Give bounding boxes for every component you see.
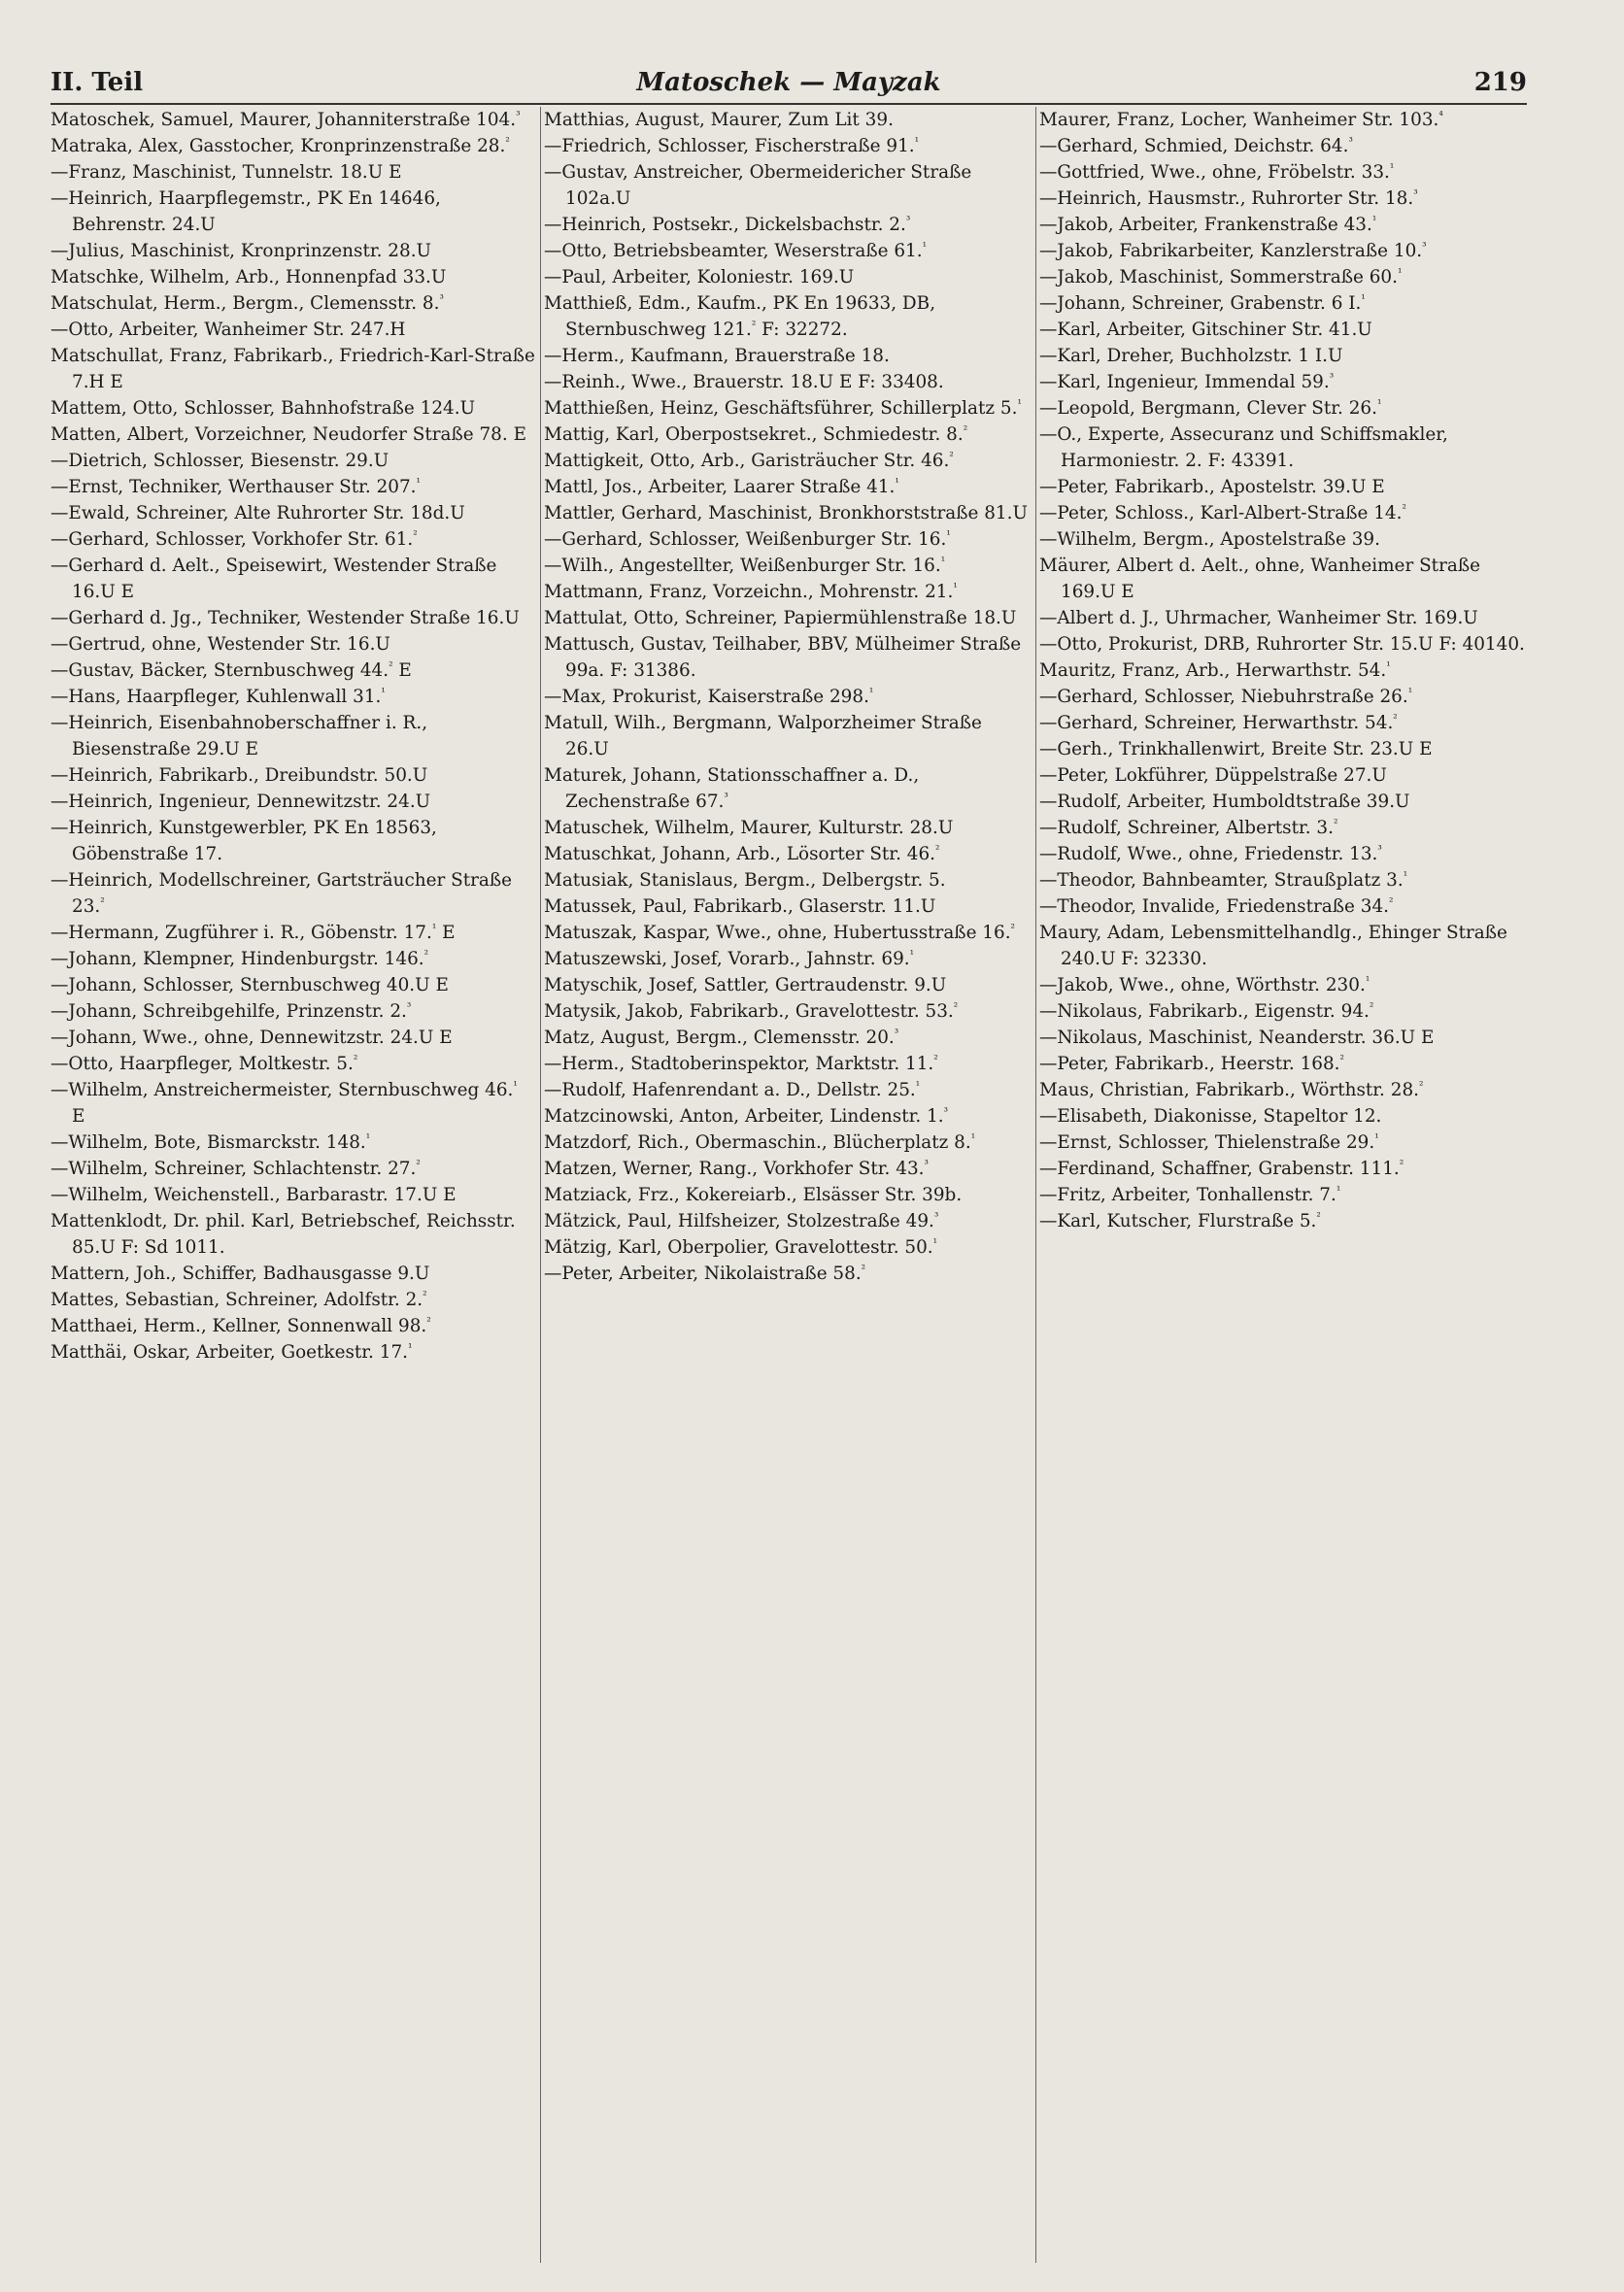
directory-entry: —Hans, Haarpfleger, Kuhlenwall 31.$^{^1}$ [51, 685, 386, 707]
directory-entry: Mattig, Karl, Oberpostsekret., Schmiedestr. 8.$^{^2}$ [544, 422, 968, 445]
directory-entry: Matziack, Frz., Kokereiarb., Elsässer Str. 39b. [544, 1185, 963, 1205]
directory-entry: Mattenklodt, Dr. phil. Karl, Betriebschef, Reichsstr. 85.U F: Sd 1011. [51, 1211, 516, 1258]
directory-entry: —Johann, Klempner, Hindenburgstr. 146.$^{^2}$ [51, 947, 429, 969]
directory-entry: Matzcinowski, Anton, Arbeiter, Lindenstr. 1.$^{^3}$ [544, 1104, 949, 1127]
directory-column-1 [51, 107, 536, 2263]
directory-entry: —Gerhard d. Jg., Techniker, Westender Straße 16.U [51, 608, 520, 628]
directory-entry: Mattern, Joh., Schiffer, Badhausgasse 9.U [51, 1264, 430, 1284]
directory-entry: Maury, Adam, Lebensmittelhandlg., Ehinger Straße 240.U F: 32330. [1039, 923, 1507, 969]
column-divider [1035, 107, 1036, 2263]
directory-entry: —Otto, Arbeiter, Wanheimer Str. 247.H [51, 320, 406, 340]
directory-entry: —Karl, Dreher, Buchholzstr. 1 I.U [1039, 346, 1343, 366]
directory-entry: —Heinrich, Postsekr., Dickelsbachstr. 2.$^{^3}$ [544, 213, 911, 235]
directory-entry: —Ewald, Schreiner, Alte Ruhrorter Str. 18d.U [51, 503, 465, 523]
directory-entry: —Heinrich, Eisenbahnoberschaffner i. R., Biesenstraße 29.U E [51, 713, 428, 759]
directory-entry: Matyschik, Josef, Sattler, Gertraudenstr. 9.U [544, 975, 947, 995]
directory-entry: Maturek, Johann, Stationsschaffner a. D., Zechenstraße 67.$^{^3}$ [544, 765, 920, 812]
directory-entry: —Johann, Schreibgehilfe, Prinzenstr. 2.$^{^3}$ [51, 999, 412, 1022]
directory-column-2 [544, 107, 1030, 2263]
directory-entry: —Wilhelm, Weichenstell., Barbarastr. 17.U E [51, 1185, 457, 1205]
directory-entry: Mattusch, Gustav, Teilhaber, BBV, Mülheimer Straße 99a. F: 31386. [544, 634, 1022, 681]
directory-entry: —Nikolaus, Fabrikarb., Eigenstr. 94.$^{^2}$ [1039, 999, 1374, 1022]
directory-entry: —Rudolf, Wwe., ohne, Friedenstr. 13.$^{^3}$ [1039, 842, 1382, 864]
directory-entry: —Jakob, Arbeiter, Frankenstraße 43.$^{^1}$ [1039, 213, 1377, 235]
directory-entry: Matoschek, Samuel, Maurer, Johanniterstraße 104.$^{^3}$ [51, 108, 521, 130]
directory-entry: —Theodor, Invalide, Friedenstraße 34.$^{^2}$ [1039, 894, 1394, 917]
directory-entry: —Wilhelm, Schreiner, Schlachtenstr. 27.$^{^2}$ [51, 1157, 421, 1179]
directory-entry: —Ernst, Schlosser, Thielenstraße 29.$^{^1}$ [1039, 1130, 1379, 1153]
directory-entry: —Elisabeth, Diakonisse, Stapeltor 12. [1039, 1106, 1382, 1127]
directory-entry: —Jakob, Fabrikarbeiter, Kanzlerstraße 10.$^{^3}$ [1039, 239, 1427, 261]
directory-entry: Matzdorf, Rich., Obermaschin., Blücherplatz 8.$^{^1}$ [544, 1130, 976, 1153]
directory-entry: Matz, August, Bergm., Clemensstr. 20.$^{^3}$ [544, 1026, 899, 1048]
directory-entry: —Gustav, Anstreicher, Obermeidericher Straße 102a.U [544, 162, 972, 209]
directory-entry: —Jakob, Wwe., ohne, Wörthstr. 230.$^{^1}$ [1039, 973, 1370, 995]
directory-entry: —Heinrich, Haarpflegemstr., PK En 14646, Behrenstr. 24.U [51, 188, 441, 235]
directory-entry: Matschulat, Herm., Bergm., Clemensstr. 8.$^{^3}$ [51, 291, 444, 314]
directory-entry: —Rudolf, Hafenrendant a. D., Dellstr. 25.$^{^1}$ [544, 1078, 921, 1100]
directory-entry: —Gustav, Bäcker, Sternbuschweg 44.$^{^2}$ E [51, 658, 412, 681]
page-number: 219 [1473, 68, 1527, 97]
directory-entry: —Wilhelm, Bergm., Apostelstraße 39. [1039, 529, 1380, 550]
directory-entry: Matusiak, Stanislaus, Bergm., Delbergstr. 5. [544, 870, 946, 891]
alphabetical-range: Matoschek — Mayzak [636, 68, 941, 97]
directory-entry: Mätzick, Paul, Hilfsheizer, Stolzestraße 49.$^{^3}$ [544, 1209, 939, 1231]
directory-entry: —Gerhard, Schlosser, Vorkhofer Str. 61.$^{^2}$ [51, 527, 418, 550]
directory-entry: —Karl, Kutscher, Flurstraße 5.$^{^2}$ [1039, 1209, 1321, 1231]
directory-entry: —Reinh., Wwe., Brauerstr. 18.U E F: 33408. [544, 372, 944, 392]
directory-entry: Matten, Albert, Vorzeichner, Neudorfer Straße 78. E [51, 424, 526, 445]
directory-entry: —Gertrud, ohne, Westender Str. 16.U [51, 634, 390, 655]
directory-entry: —Gerhard, Schlosser, Niebuhrstraße 26.$^{^1}$ [1039, 685, 1413, 707]
directory-entry: Matuszak, Kaspar, Wwe., ohne, Hubertusstraße 16.$^{^2}$ [544, 921, 1015, 943]
directory-entry: Mattulat, Otto, Schreiner, Papiermühlenstraße 18.U [544, 608, 1017, 628]
directory-entry: Matthieß, Edm., Kaufm., PK En 19633, DB, Sternbuschweg 121.$^{^2}$ F: 32272. [544, 293, 936, 340]
directory-entry: —Theodor, Bahnbeamter, Straußplatz 3.$^{^1}$ [1039, 868, 1408, 891]
directory-entry: Maurer, Franz, Locher, Wanheimer Str. 103.$^{^4}$ [1039, 108, 1443, 130]
directory-entry: Matschke, Wilhelm, Arb., Honnenpfad 33.U [51, 267, 447, 287]
directory-entry: Matthäi, Oskar, Arbeiter, Goetkestr. 17.$^{^1}$ [51, 1340, 413, 1363]
directory-entry: —Peter, Fabrikarb., Heerstr. 168.$^{^2}$ [1039, 1052, 1344, 1074]
directory-entry: —Ernst, Techniker, Werthauser Str. 207.$^{^1}$ [51, 475, 421, 497]
directory-entry: Mattmann, Franz, Vorzeichn., Mohrenstr. 21.$^{^1}$ [544, 580, 958, 602]
directory-entry: Mätzig, Karl, Oberpolier, Gravelottestr. 50.$^{^1}$ [544, 1235, 938, 1258]
directory-entry: Matull, Wilh., Bergmann, Walporzheimer Straße 26.U [544, 713, 982, 759]
directory-entry: Mäurer, Albert d. Aelt., ohne, Wanheimer Straße 169.U E [1039, 556, 1480, 602]
directory-entry: —Peter, Schloss., Karl-Albert-Straße 14.$^{^2}$ [1039, 501, 1406, 523]
column-divider [540, 107, 541, 2263]
directory-entry: —Herm., Stadtoberinspektor, Marktstr. 11.$^{^2}$ [544, 1052, 938, 1074]
directory-entry: —Jakob, Maschinist, Sommerstraße 60.$^{^1}$ [1039, 265, 1403, 287]
directory-entry: Mattler, Gerhard, Maschinist, Bronkhorststraße 81.U [544, 503, 1028, 523]
directory-entry: —Karl, Arbeiter, Gitschiner Str. 41.U [1039, 320, 1372, 340]
directory-entry: Mattl, Jos., Arbeiter, Laarer Straße 41.$^{^1}$ [544, 475, 899, 497]
part-label: II. Teil [51, 68, 144, 97]
directory-entry: Matuschek, Wilhelm, Maurer, Kulturstr. 28.U [544, 818, 954, 838]
directory-entry: —Rudolf, Arbeiter, Humboldtstraße 39.U [1039, 792, 1410, 812]
directory-entry: —Herm., Kaufmann, Brauerstraße 18. [544, 346, 890, 366]
directory-entry: Matthias, August, Maurer, Zum Lit 39. [544, 110, 894, 130]
directory-entry: Mattes, Sebastian, Schreiner, Adolfstr. 2.$^{^2}$ [51, 1288, 427, 1310]
directory-entry: Mattem, Otto, Schlosser, Bahnhofstraße 124.U [51, 398, 476, 419]
directory-entry: —Gerhard d. Aelt., Speisewirt, Westender Straße 16.U E [51, 556, 497, 602]
directory-entry: —Gerhard, Schreiner, Herwarthstr. 54.$^{^2}$ [1039, 711, 1398, 733]
directory-entry: Matthaei, Herm., Kellner, Sonnenwall 98.$^{^2}$ [51, 1314, 431, 1336]
directory-entry: —Otto, Haarpfleger, Moltkestr. 5.$^{^2}$ [51, 1052, 358, 1074]
directory-entry: —Peter, Lokführer, Düppelstraße 27.U [1039, 765, 1387, 786]
directory-entry: —Heinrich, Modellschreiner, Gartsträucher Straße 23.$^{^2}$ [51, 870, 513, 917]
directory-entry: —Hermann, Zugführer i. R., Göbenstr. 17.$^{^1}$ E [51, 921, 456, 943]
directory-entry: —Johann, Schreiner, Grabenstr. 6 I.$^{^1}$ [1039, 291, 1366, 314]
directory-entry: —Gerhard, Schlosser, Weißenburger Str. 16.$^{^1}$ [544, 527, 951, 550]
directory-entry: —Fritz, Arbeiter, Tonhallenstr. 7.$^{^1}$ [1039, 1183, 1341, 1205]
directory-entry: —Julius, Maschinist, Kronprinzenstr. 28.U [51, 241, 432, 261]
directory-entry: —Otto, Prokurist, DRB, Ruhrorter Str. 15.U F: 40140. [1039, 634, 1525, 655]
directory-entry: Matuschkat, Johann, Arb., Lösorter Str. 46.$^{^2}$ [544, 842, 940, 864]
directory-entry: Mauritz, Franz, Arb., Herwarthstr. 54.$^{^1}$ [1039, 658, 1391, 681]
directory-entry: Mattigkeit, Otto, Arb., Garisträucher Str. 46.$^{^2}$ [544, 449, 954, 471]
directory-entry: —Ferdinand, Schaffner, Grabenstr. 111.$^{^2}$ [1039, 1157, 1404, 1179]
directory-entry: Matussek, Paul, Fabrikarb., Glaserstr. 11.U [544, 896, 936, 917]
directory-entry: —Gerhard, Schmied, Deichstr. 64.$^{^3}$ [1039, 134, 1353, 156]
directory-entry: —Peter, Arbeiter, Nikolaistraße 58.$^{^2}$ [544, 1262, 866, 1284]
directory-entry: —Paul, Arbeiter, Koloniestr. 169.U [544, 267, 855, 287]
directory-entry: —Johann, Schlosser, Sternbuschweg 40.U E [51, 975, 449, 995]
directory-entry: Matuszewski, Josef, Vorarb., Jahnstr. 69.$^{^1}$ [544, 947, 915, 969]
directory-entry: —Heinrich, Ingenieur, Dennewitzstr. 24.U [51, 792, 431, 812]
directory-entry: —Peter, Fabrikarb., Apostelstr. 39.U E [1039, 477, 1385, 497]
directory-entry: —Friedrich, Schlosser, Fischerstraße 91.$^{^1}$ [544, 134, 920, 156]
directory-entry: Matraka, Alex, Gasstocher, Kronprinzenstraße 28.$^{^2}$ [51, 134, 510, 156]
directory-entry: —Gottfried, Wwe., ohne, Fröbelstr. 33.$^{^1}$ [1039, 160, 1395, 183]
directory-entry: Maus, Christian, Fabrikarb., Wörthstr. 28.$^{^2}$ [1039, 1078, 1424, 1100]
directory-entry: —Heinrich, Kunstgewerbler, PK En 18563, Göbenstraße 17. [51, 818, 437, 864]
directory-entry: —O., Experte, Assecuranz und Schiffsmakler, Harmoniestr. 2. F: 43391. [1039, 424, 1448, 471]
directory-entry: —Heinrich, Hausmstr., Ruhrorter Str. 18.$^{^3}$ [1039, 186, 1418, 209]
directory-entry: —Dietrich, Schlosser, Biesenstr. 29.U [51, 451, 389, 471]
directory-entry: Matschullat, Franz, Fabrikarb., Friedrich-Karl-Straße 7.H E [51, 346, 535, 392]
directory-entry: Matzen, Werner, Rang., Vorkhofer Str. 43.$^{^3}$ [544, 1157, 929, 1179]
directory-entry: —Gerh., Trinkhallenwirt, Breite Str. 23.U E [1039, 739, 1433, 759]
directory-entry: —Heinrich, Fabrikarb., Dreibundstr. 50.U [51, 765, 428, 786]
directory-entry: —Leopold, Bergmann, Clever Str. 26.$^{^1}$ [1039, 396, 1382, 419]
directory-entry: —Karl, Ingenieur, Immendal 59.$^{^3}$ [1039, 370, 1335, 392]
directory-entry: —Johann, Wwe., ohne, Dennewitzstr. 24.U E [51, 1028, 453, 1048]
directory-entry: —Nikolaus, Maschinist, Neanderstr. 36.U E [1039, 1028, 1435, 1048]
directory-entry: —Otto, Betriebsbeamter, Weserstraße 61.$^{^1}$ [544, 239, 928, 261]
directory-entry: —Albert d. J., Uhrmacher, Wanheimer Str. 169.U [1039, 608, 1478, 628]
directory-entry: —Max, Prokurist, Kaiserstraße 298.$^{^1}$ [544, 685, 874, 707]
directory-entry: —Franz, Maschinist, Tunnelstr. 18.U E [51, 162, 402, 183]
directory-column-3 [1039, 107, 1525, 2263]
directory-entry: Matysik, Jakob, Fabrikarb., Gravelottestr. 53.$^{^2}$ [544, 999, 959, 1022]
directory-entry: —Wilhelm, Anstreichermeister, Sternbuschweg 46.$^{^1}$ E [51, 1078, 518, 1127]
running-header [51, 64, 1527, 105]
directory-entry: Matthießen, Heinz, Geschäftsführer, Schillerplatz 5.$^{^1}$ [544, 396, 1022, 419]
directory-entry: —Wilhelm, Bote, Bismarckstr. 148.$^{^1}$ [51, 1130, 371, 1153]
directory-entry: —Rudolf, Schreiner, Albertstr. 3.$^{^2}$ [1039, 816, 1338, 838]
directory-entry: —Wilh., Angestellter, Weißenburger Str. 16.$^{^1}$ [544, 554, 946, 576]
